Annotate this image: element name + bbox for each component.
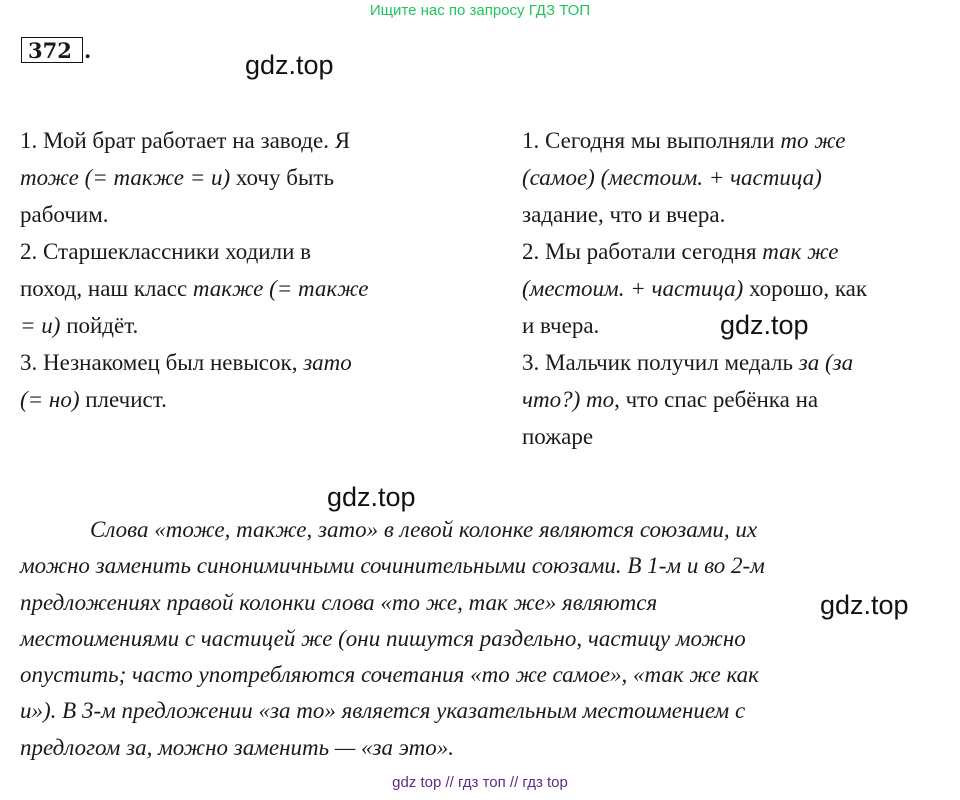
text-run: 2. Старшеклассники ходили в — [20, 239, 311, 264]
text-run: 3. Мальчик получил медаль — [522, 350, 799, 375]
italic-run: то же — [780, 128, 846, 153]
italic-run: что?) то — [522, 387, 615, 412]
watermark: gdz.top — [720, 310, 809, 340]
right-column — [522, 122, 960, 455]
exercise-number: 372 — [21, 37, 83, 63]
text-line — [522, 344, 960, 381]
text-line — [522, 381, 960, 418]
explanation-line: предлогом за, можно заменить — «за это». — [20, 734, 454, 760]
text-line — [20, 270, 460, 307]
text-line — [522, 159, 960, 196]
watermark: gdz.top — [245, 50, 334, 80]
text-run: 1. Сегодня мы выполняли — [522, 128, 781, 153]
text-run: хорошо, как — [743, 276, 868, 301]
italic-run: также (= также — [192, 276, 369, 301]
text-line — [20, 122, 460, 159]
explanation-line: Слова «тоже, также, зато» в левой колонке являются союзами, их — [90, 517, 758, 542]
text-run: пожаре — [522, 424, 594, 449]
watermark: gdz.top — [327, 482, 416, 512]
text-line — [20, 196, 460, 233]
italic-run: за (за — [798, 350, 854, 375]
text-line — [20, 159, 460, 196]
italic-run: (= но) — [20, 387, 80, 412]
explanation-line: местоимениями с частицей же (они пишутся раздельно, частицу можно — [20, 625, 746, 651]
text-run: задание, что и вчера. — [522, 202, 726, 227]
text-run: поход, наш класс — [20, 276, 193, 301]
text-line — [20, 344, 460, 381]
top-banner[interactable]: Ищите нас по запросу ГДЗ ТОП — [369, 2, 591, 19]
text-line — [522, 196, 960, 233]
italic-run: (местоим. + частица) — [522, 276, 744, 301]
text-line — [522, 418, 960, 455]
watermark: gdz.top — [820, 590, 909, 620]
bottom-banner[interactable]: gdz top // гдз топ // гдз top — [392, 774, 568, 791]
italic-run: (самое) (местоим. + частица) — [522, 165, 822, 190]
text-run: 3. Незнакомец был невысок, — [20, 350, 304, 375]
italic-run: так же — [762, 239, 839, 264]
text-run: пойдёт. — [60, 313, 139, 338]
italic-run: зато — [303, 350, 352, 375]
left-column — [20, 122, 460, 418]
explanation-line: можно заменить синонимичными сочинительными союзами. В 1-м и во 2-м — [20, 553, 765, 579]
text-line — [20, 381, 460, 418]
text-line — [522, 270, 960, 307]
exercise-number-dot: . — [84, 38, 92, 63]
text-run: 2. Мы работали сегодня — [522, 239, 763, 264]
explanation-line: опустить; часто употребляются сочетания «то же самое», «так же как — [20, 662, 759, 688]
italic-run: тоже (= также = и) — [20, 165, 231, 190]
text-run: 1. Мой брат работает на заводе. Я — [20, 128, 351, 153]
text-line — [522, 307, 960, 344]
text-line — [522, 233, 960, 270]
text-line — [20, 307, 460, 344]
italic-run: = и) — [20, 313, 61, 338]
text-run: рабочим. — [20, 202, 109, 227]
text-line — [522, 122, 960, 159]
text-run: плечист. — [79, 387, 167, 412]
explanation-line: предложениях правой колонки слова «то же, так же» являются — [20, 589, 658, 615]
text-run: , что спас ребёнка на — [614, 387, 819, 412]
text-run: хочу быть — [230, 165, 334, 190]
explanation-paragraph — [20, 512, 940, 766]
text-run: и вчера. — [522, 313, 600, 338]
text-line — [20, 233, 460, 270]
explanation-line: и»). В 3-м предложении «за то» является указательным местоимением с — [20, 698, 746, 724]
